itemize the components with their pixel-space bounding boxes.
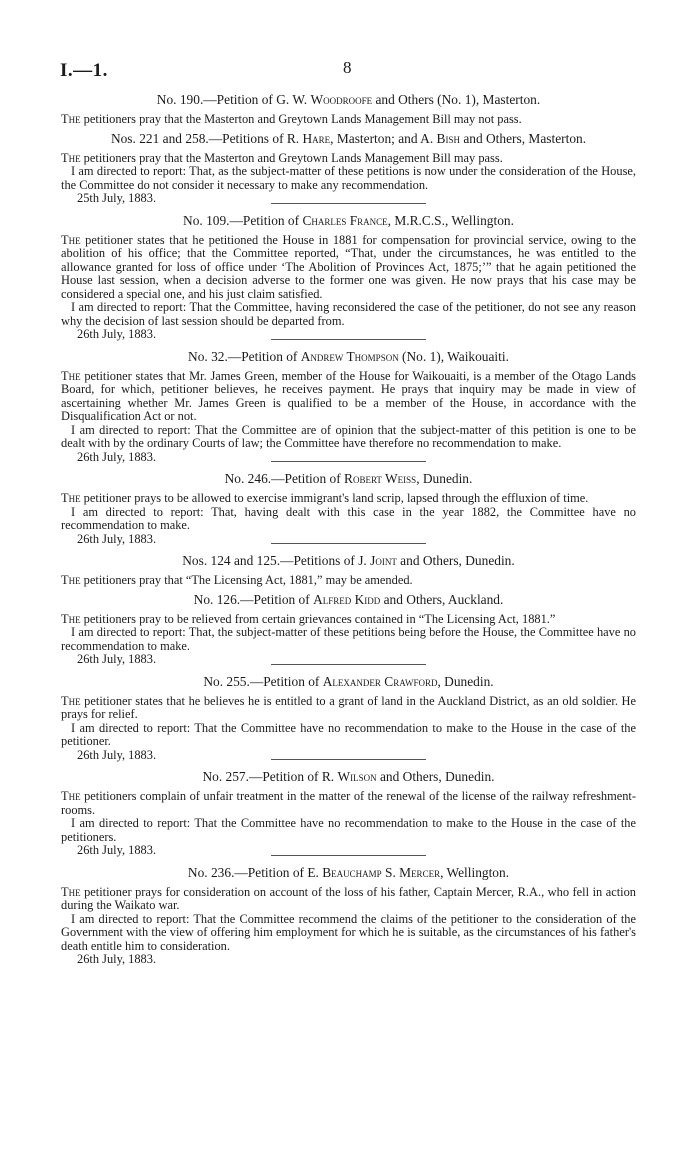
petition-entry xyxy=(61,592,636,667)
petitioner-name: Alexander Crawford xyxy=(322,673,438,689)
section-divider xyxy=(271,664,426,665)
prayer-text: petitioners pray that “The Licensing Act, 1881,” may be amended. xyxy=(80,573,413,587)
page-number: 8 xyxy=(343,58,352,77)
heading-text: No. 257.—Petition of R. xyxy=(202,769,338,784)
prayer-lead: The xyxy=(61,232,81,247)
petitioner-name: Alfred Kidd xyxy=(313,591,381,607)
petition-prayer xyxy=(61,113,636,127)
report-date: 25th July, 1883. xyxy=(77,191,157,205)
petition-entry xyxy=(61,553,636,588)
petition-heading xyxy=(61,592,636,607)
petitioner-name: Wilson xyxy=(337,769,377,784)
report-date: 26th July, 1883. xyxy=(77,843,157,857)
heading-text: No. 190.—Petition of G. W. xyxy=(156,92,311,107)
prayer-lead: The xyxy=(61,368,81,383)
petition-prayer xyxy=(61,152,636,166)
heading-text: , Masterton; and A. xyxy=(330,130,437,146)
heading-text: S. xyxy=(381,864,400,880)
report-date: 26th July, 1883. xyxy=(77,531,157,546)
heading-text: (No. 1), Waikouaiti. xyxy=(398,348,509,364)
petitioner-name: Mercer xyxy=(399,864,441,880)
section-divider xyxy=(271,855,426,856)
heading-text: No. 255.—Petition of xyxy=(203,673,323,689)
petition-prayer xyxy=(61,613,636,627)
petitioner-name: Joint xyxy=(370,553,397,568)
prayer-lead: The xyxy=(61,491,81,505)
petitioner-name: Bish xyxy=(436,130,460,146)
petition-heading xyxy=(61,349,636,364)
section-divider xyxy=(271,203,426,204)
petition-heading xyxy=(61,674,636,689)
heading-text: Nos. 124 and 125.—Petitions of J. xyxy=(182,553,371,568)
petition-entry xyxy=(61,769,636,858)
committee-report: I am directed to report: That the Committee recommend the claims of the petitioner to the consideration of the Government with the view of offering him employment for which he is suitable, as the circumstances of his father's death entitle him to consideration. xyxy=(61,911,636,953)
section-divider xyxy=(271,339,426,340)
prayer-text: petitioners pray that the Masterton and Greytown Lands Management Bill may pass. xyxy=(80,150,503,165)
petitioner-name: Woodroofe xyxy=(310,92,373,107)
petitioner-name: Andrew Thompson xyxy=(300,348,399,364)
committee-report: I am directed to report: That the Committee have no recommendation to make to the House in the case of the petitioners. xyxy=(61,816,636,844)
heading-text: , M.R.C.S., Wellington. xyxy=(387,212,514,228)
committee-report: I am directed to report: That, the subject-matter of these petitions being before the House, the Committee have no recommendation to make. xyxy=(61,625,636,653)
prayer-text: petitioner prays to be allowed to exercise immigrant's land scrip, lapsed through the effluxion of time. xyxy=(80,491,589,505)
petition-entry xyxy=(61,92,636,127)
petition-entry xyxy=(61,674,636,763)
prayer-lead: The xyxy=(61,611,81,626)
petitioner-name: Hare xyxy=(302,130,331,146)
prayer-text: petitioners complain of unfair treatment in the matter of the renewal of the license of the railway refreshment-rooms. xyxy=(61,789,636,817)
report-date: 26th July, 1883. xyxy=(77,652,157,666)
section-divider xyxy=(271,461,426,462)
heading-text: No. 126.—Petition of xyxy=(193,591,314,607)
prayer-lead: The xyxy=(61,573,81,587)
petition-entry xyxy=(61,213,636,342)
petitions-list xyxy=(61,92,636,967)
petition-prayer xyxy=(61,370,636,424)
prayer-lead: The xyxy=(61,693,81,708)
report-date: 26th July, 1883. xyxy=(77,952,157,966)
petition-prayer xyxy=(61,234,636,302)
committee-report: I am directed to report: That, as the subject-matter of these petitions is now under the consideration of the House, the Committee do not consider it necessary to make any recommendation. xyxy=(61,164,636,192)
report-date: 26th July, 1883. xyxy=(77,449,157,464)
petition-entry xyxy=(61,349,636,465)
petition-heading xyxy=(61,213,636,228)
committee-report: I am directed to report: That, having dealt with this case in the year 1882, the Committee have no recommendation to make. xyxy=(61,504,636,532)
section-divider xyxy=(271,543,426,544)
prayer-text: petitioner states that Mr. James Green, member of the House for Waikouaiti, is a member of the Otago Lands Board, for which, petitioner believes, he receives payment. He prays that inquiry may be made in view of ascertaining whether Mr. James Green is qualified to be a member of the House, in accordance with the Disqualification Act or not. xyxy=(61,368,636,423)
petition-prayer xyxy=(61,886,636,913)
prayer-text: petitioners pray that the Masterton and Greytown Lands Management Bill may not pass. xyxy=(80,112,522,126)
prayer-lead: The xyxy=(61,884,81,899)
prayer-lead: The xyxy=(61,789,81,803)
heading-text: and Others, Dunedin. xyxy=(376,769,495,784)
petition-heading xyxy=(61,131,636,146)
heading-text: No. 32.—Petition of xyxy=(188,348,301,364)
heading-text: No. 246.—Petition of xyxy=(224,471,345,486)
petition-entry xyxy=(61,865,636,967)
committee-report: I am directed to report: That the Committee are of opinion that the subject-matter of this petition is one to be dealt with by the ordinary Courts of law; the Committee have therefore no recommendation to make. xyxy=(61,422,636,450)
petition-prayer xyxy=(61,695,636,722)
petitioner-name: Beauchamp xyxy=(322,864,382,880)
petition-heading xyxy=(61,769,636,784)
heading-text: No. 109.—Petition of xyxy=(183,212,303,228)
prayer-text: petitioners pray to be relieved from certain grievances contained in “The Licensing Act, 1881.” xyxy=(80,611,556,626)
petition-heading xyxy=(61,865,636,880)
heading-text: , Wellington. xyxy=(440,864,510,880)
petition-heading xyxy=(61,92,636,107)
petition-heading xyxy=(61,553,636,568)
prayer-text: petitioner states that he believes he is entitled to a grant of land in the Auckland District, as an old soldier. He prays for relief. xyxy=(61,693,636,721)
prayer-text: petitioner states that he petitioned the House in 1881 for compensation for provincial service, owing to the abolition of his office; that the Committee reported, “That, under the circumstances, he was entitled to the allowance granted for loss of office under ‘The Abolition of Provinces Act, 1875;’” that he again petitioned the House last session, when a decision adverse to the former one was given. He now prays that his case may be considered a special one, and his just claim satisfied. xyxy=(61,232,636,301)
petition-prayer xyxy=(61,492,636,506)
report-date: 26th July, 1883. xyxy=(77,327,157,341)
heading-text: No. 236.—Petition of E. xyxy=(187,864,323,880)
committee-report: I am directed to report: That the Committee, having reconsidered the case of the petitioner, do not see any reason why the decision of last session should be departed from. xyxy=(61,300,636,328)
petition-heading xyxy=(61,471,636,486)
petition-entry xyxy=(61,131,636,206)
prayer-lead: The xyxy=(61,150,81,165)
prayer-lead: The xyxy=(61,112,81,126)
petition-entry xyxy=(61,471,636,546)
heading-text: Nos. 221 and 258.—Petitions of R. xyxy=(110,130,303,146)
petition-prayer xyxy=(61,574,636,588)
petitioner-name: Robert Weiss xyxy=(344,471,417,486)
prayer-text: petitioner prays for consideration on account of the loss of his father, Captain Mercer, R.A., who fell in action during the Waikato war. xyxy=(61,884,636,912)
heading-text: and Others, Auckland. xyxy=(380,591,504,607)
heading-text: and Others (No. 1), Masterton. xyxy=(372,92,541,107)
petition-prayer xyxy=(61,790,636,817)
committee-report: I am directed to report: That the Committee have no recommendation to make to the House in the case of the petitioner. xyxy=(61,720,636,748)
heading-text: , Dunedin. xyxy=(437,673,494,689)
report-date: 26th July, 1883. xyxy=(77,747,157,762)
heading-text: , Dunedin. xyxy=(416,471,473,486)
petitioner-name: Charles France xyxy=(302,212,388,228)
heading-text: and Others, Dunedin. xyxy=(396,553,515,568)
paper-reference: I.—1. xyxy=(60,60,108,81)
heading-text: and Others, Masterton. xyxy=(459,130,587,146)
section-divider xyxy=(271,759,426,760)
